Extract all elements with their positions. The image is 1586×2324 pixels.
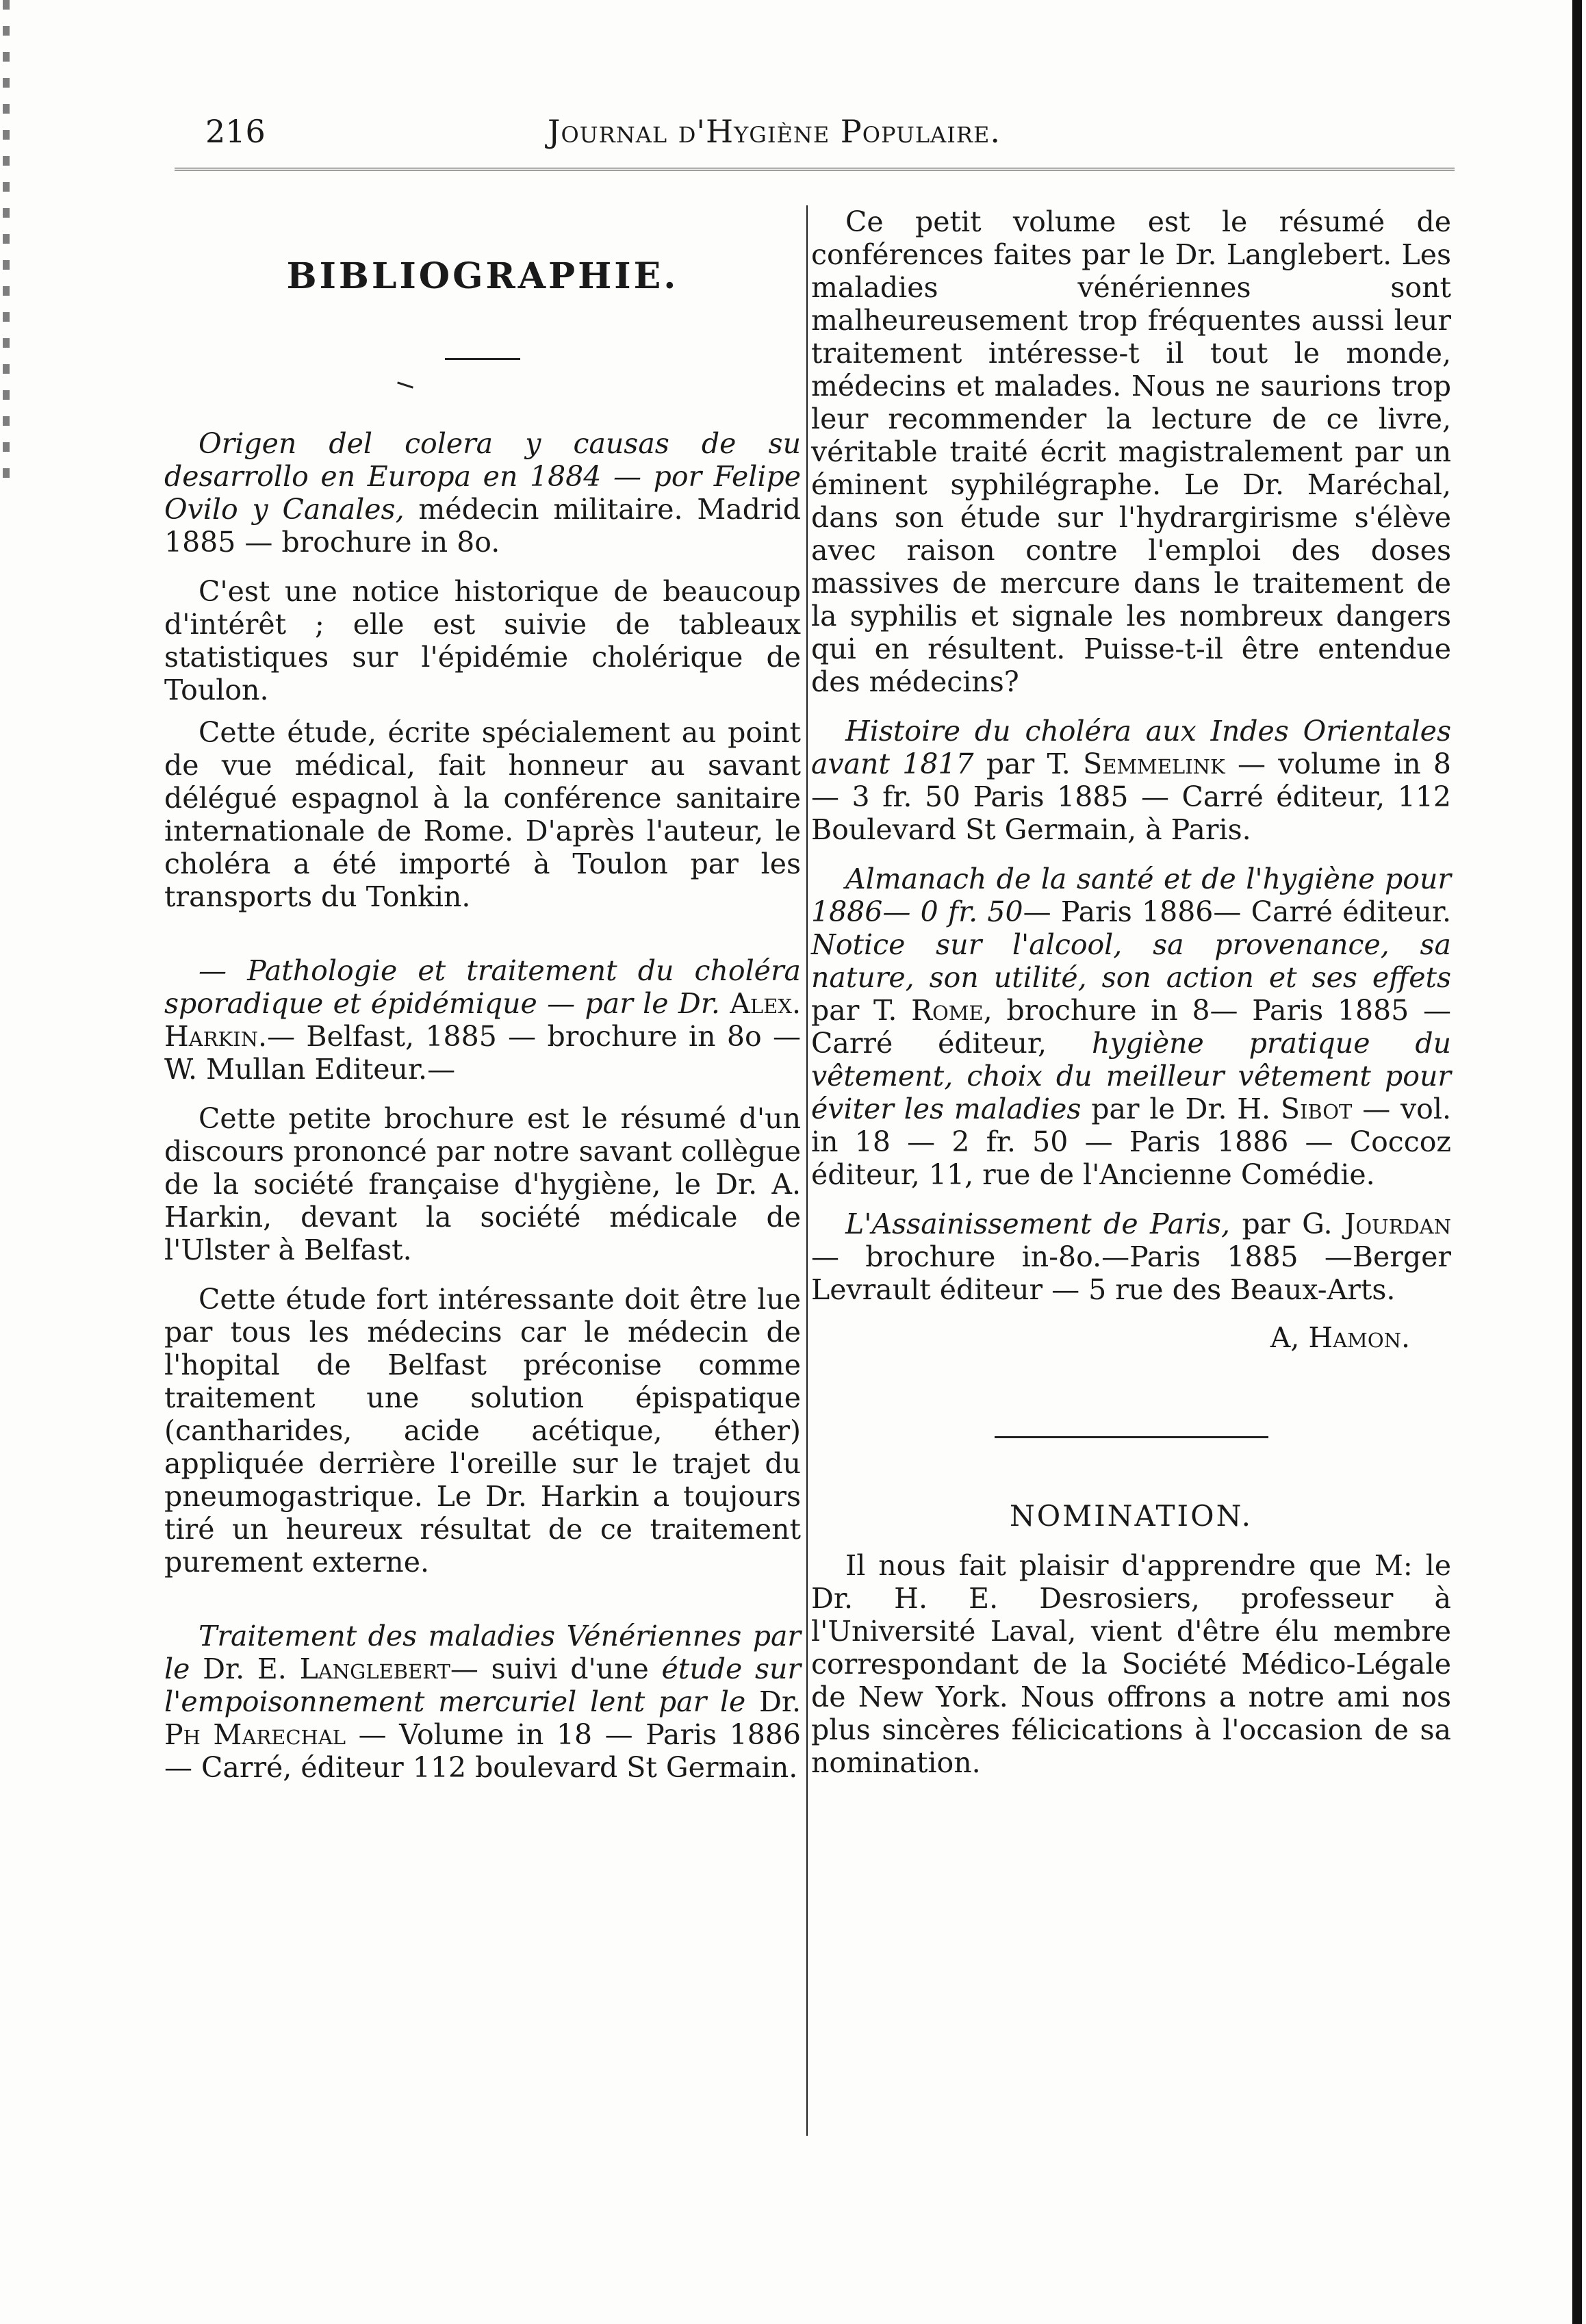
- column-divider: [806, 205, 808, 2136]
- entry-almanach-mid: — Paris 1886— Carré éditeur.: [1023, 895, 1451, 928]
- entry-almanach: [811, 863, 1451, 1191]
- entry-traitement: [164, 1620, 801, 1784]
- entry-pathologie-details: — Belfast, 1885 — brochure in 8o — W. Mullan Editeur.—: [164, 1020, 801, 1086]
- section-separator: [995, 1436, 1268, 1438]
- entry-origen-details: médecin militaire. Madrid 1885 — brochure in 8o.: [164, 493, 801, 559]
- entry-pathologie: [164, 954, 801, 1086]
- page-number: 216: [205, 113, 266, 150]
- entry-traitement-paragraph: Ce petit volume est le résumé de conférences faites par le Dr. Langlebert. Les maladies vénériennes sont malheureusement trop fréquentes aussi leur traitement intéresse-t il tout le monde, médecins et malades. Nous ne saurions trop leur recommender la lecture de ce livre, véritable traité écrit magistralement par un éminent syphilégraphe. Le Dr. Maréchal, dans son étude sur l'hydrargirisme s'élève avec raison contre l'emploi des doses massives de mercure dans le traitement de la syphilis et signale les nombreux dangers qui en résultent. Puisse-t-il être entendue des médecins?: [811, 205, 1451, 698]
- section-heading-bibliographie: BIBLIOGRAPHIE.: [286, 255, 679, 297]
- entry-histoire-author: Semmelink: [1083, 748, 1225, 780]
- entry-histoire-title: Histoire du choléra aux Indes Orientales avant 1817: [811, 715, 1451, 780]
- entry-almanach-author-2: Sibot: [1280, 1093, 1353, 1125]
- signature: A, Hamon.: [1270, 1321, 1410, 1354]
- entry-origen-paragraph-1: C'est une notice historique de beaucoup d'intérêt ; elle est suivie de tableaux statistiques sur l'épidémie cholérique de Toulon.: [164, 575, 801, 706]
- running-header: [205, 113, 1082, 168]
- entry-almanach-details-2: — vol. in 18 — 2 fr. 50 — Paris 1886 — Coccoz éditeur, 11, rue de l'Ancienne Comédie.: [811, 1093, 1451, 1191]
- entry-traitement-author-2: Ph Marechal: [164, 1718, 346, 1751]
- entry-traitement-author: Langlebert: [299, 1652, 450, 1685]
- page-edge-left: [3, 0, 10, 479]
- entry-traitement-mid: — suivi d'une: [450, 1652, 649, 1685]
- entry-histoire-par: par T.: [973, 748, 1084, 780]
- entry-pathologie-title: — Pathologie et traitement du choléra sporadique et épidémique — par le Dr.: [164, 954, 801, 1020]
- entry-traitement-dr-2: Dr.: [758, 1685, 801, 1718]
- entry-assainissement-par: par G.: [1230, 1208, 1344, 1240]
- entry-almanach-title: Almanach de la santé et de l'hygiène pour 1886— 0 fr. 50: [811, 863, 1451, 928]
- entry-origen: [164, 427, 801, 559]
- entry-almanach-author: Rome: [911, 994, 984, 1027]
- entry-almanach-par: par T.: [811, 994, 912, 1027]
- entry-almanach-hygiene: hygiène pratique du vêtement, choix du meilleur vêtement pour éviter les maladies: [811, 1027, 1451, 1125]
- right-column: [811, 205, 1451, 1779]
- entry-histoire: [811, 715, 1451, 846]
- entry-assainissement-title: L'Assainissement de Paris,: [845, 1208, 1230, 1240]
- entry-almanach-par-2: par le Dr. H.: [1081, 1093, 1281, 1125]
- entry-traitement-details: — Volume in 18 — Paris 1886 — Carré, éditeur 112 boulevard St Germain.: [164, 1718, 801, 1784]
- section-heading-nomination: NOMINATION.: [1009, 1499, 1253, 1533]
- entry-pathologie-paragraph-1: Cette petite brochure est le résumé d'un discours prononcé par notre savant collègue de la société française d'hygiène, le Dr. A. Harkin, devant la société médicale de l'Ulster à Belfast.: [164, 1102, 801, 1266]
- entry-traitement-title-2: étude sur l'empoisonnement mercuriel lent par le: [164, 1652, 801, 1718]
- header-rule: [175, 168, 1455, 175]
- ink-mark: [397, 381, 413, 388]
- running-title: Journal d'Hygiène Populaire.: [548, 113, 1001, 150]
- entry-histoire-details: — volume in 8 — 3 fr. 50 Paris 1885 — Carré éditeur, 112 Boulevard St Germain, à Paris.: [811, 748, 1451, 846]
- entry-origen-paragraph-2: Cette étude, écrite spécialement au point de vue médical, fait honneur au savant délégué espagnol à la conférence sanitaire internationale de Rome. D'après l'auteur, le choléra a été importé à Toulon par les transports du Tonkin.: [164, 716, 801, 913]
- entry-origen-title: Origen del colera y causas de su desarrollo en Europa en 1884 — por Felipe Ovilo y Canales,: [164, 427, 801, 526]
- entry-pathologie-author: Alex. Harkin.: [164, 987, 801, 1053]
- nomination-paragraph: Il nous fait plaisir d'apprendre que M: le Dr. H. E. Desrosiers, professeur à l'Université Laval, vient d'être élu membre correspondant de la Société Médico-Légale de New York. Nous offrons a notre ami nos plus sincères félicications à l'occasion de sa nomination.: [811, 1549, 1451, 1779]
- left-column: [164, 205, 801, 1784]
- entry-traitement-title: Traitement des maladies Vénériennes par le: [164, 1620, 801, 1685]
- heading-dash: [445, 358, 520, 360]
- entry-assainissement: [811, 1208, 1451, 1306]
- entry-assainissement-author: Jourdan: [1344, 1208, 1451, 1240]
- page-edge-right: [1572, 0, 1582, 2324]
- entry-traitement-dr: Dr. E.: [203, 1652, 287, 1685]
- entry-assainissement-details: — brochure in-8o.—Paris 1885 —Berger Levrault éditeur — 5 rue des Beaux-Arts.: [811, 1240, 1451, 1306]
- entry-almanach-details: , brochure in 8— Paris 1885 — Carré éditeur,: [811, 994, 1451, 1060]
- entry-pathologie-paragraph-2: Cette étude fort intéressante doit être lue par tous les médecins car le médecin de l'hopital de Belfast préconise comme traitement une solution épispatique (cantharides, acide acétique, éther) appliquée derrière l'oreille sur le trajet du pneumogastrique. Le Dr. Harkin a toujours tiré un heureux résultat de ce traitement purement externe.: [164, 1283, 801, 1579]
- entry-almanach-notice: Notice sur l'alcool, sa provenance, sa nature, son utilité, son action et ses effets: [811, 928, 1451, 994]
